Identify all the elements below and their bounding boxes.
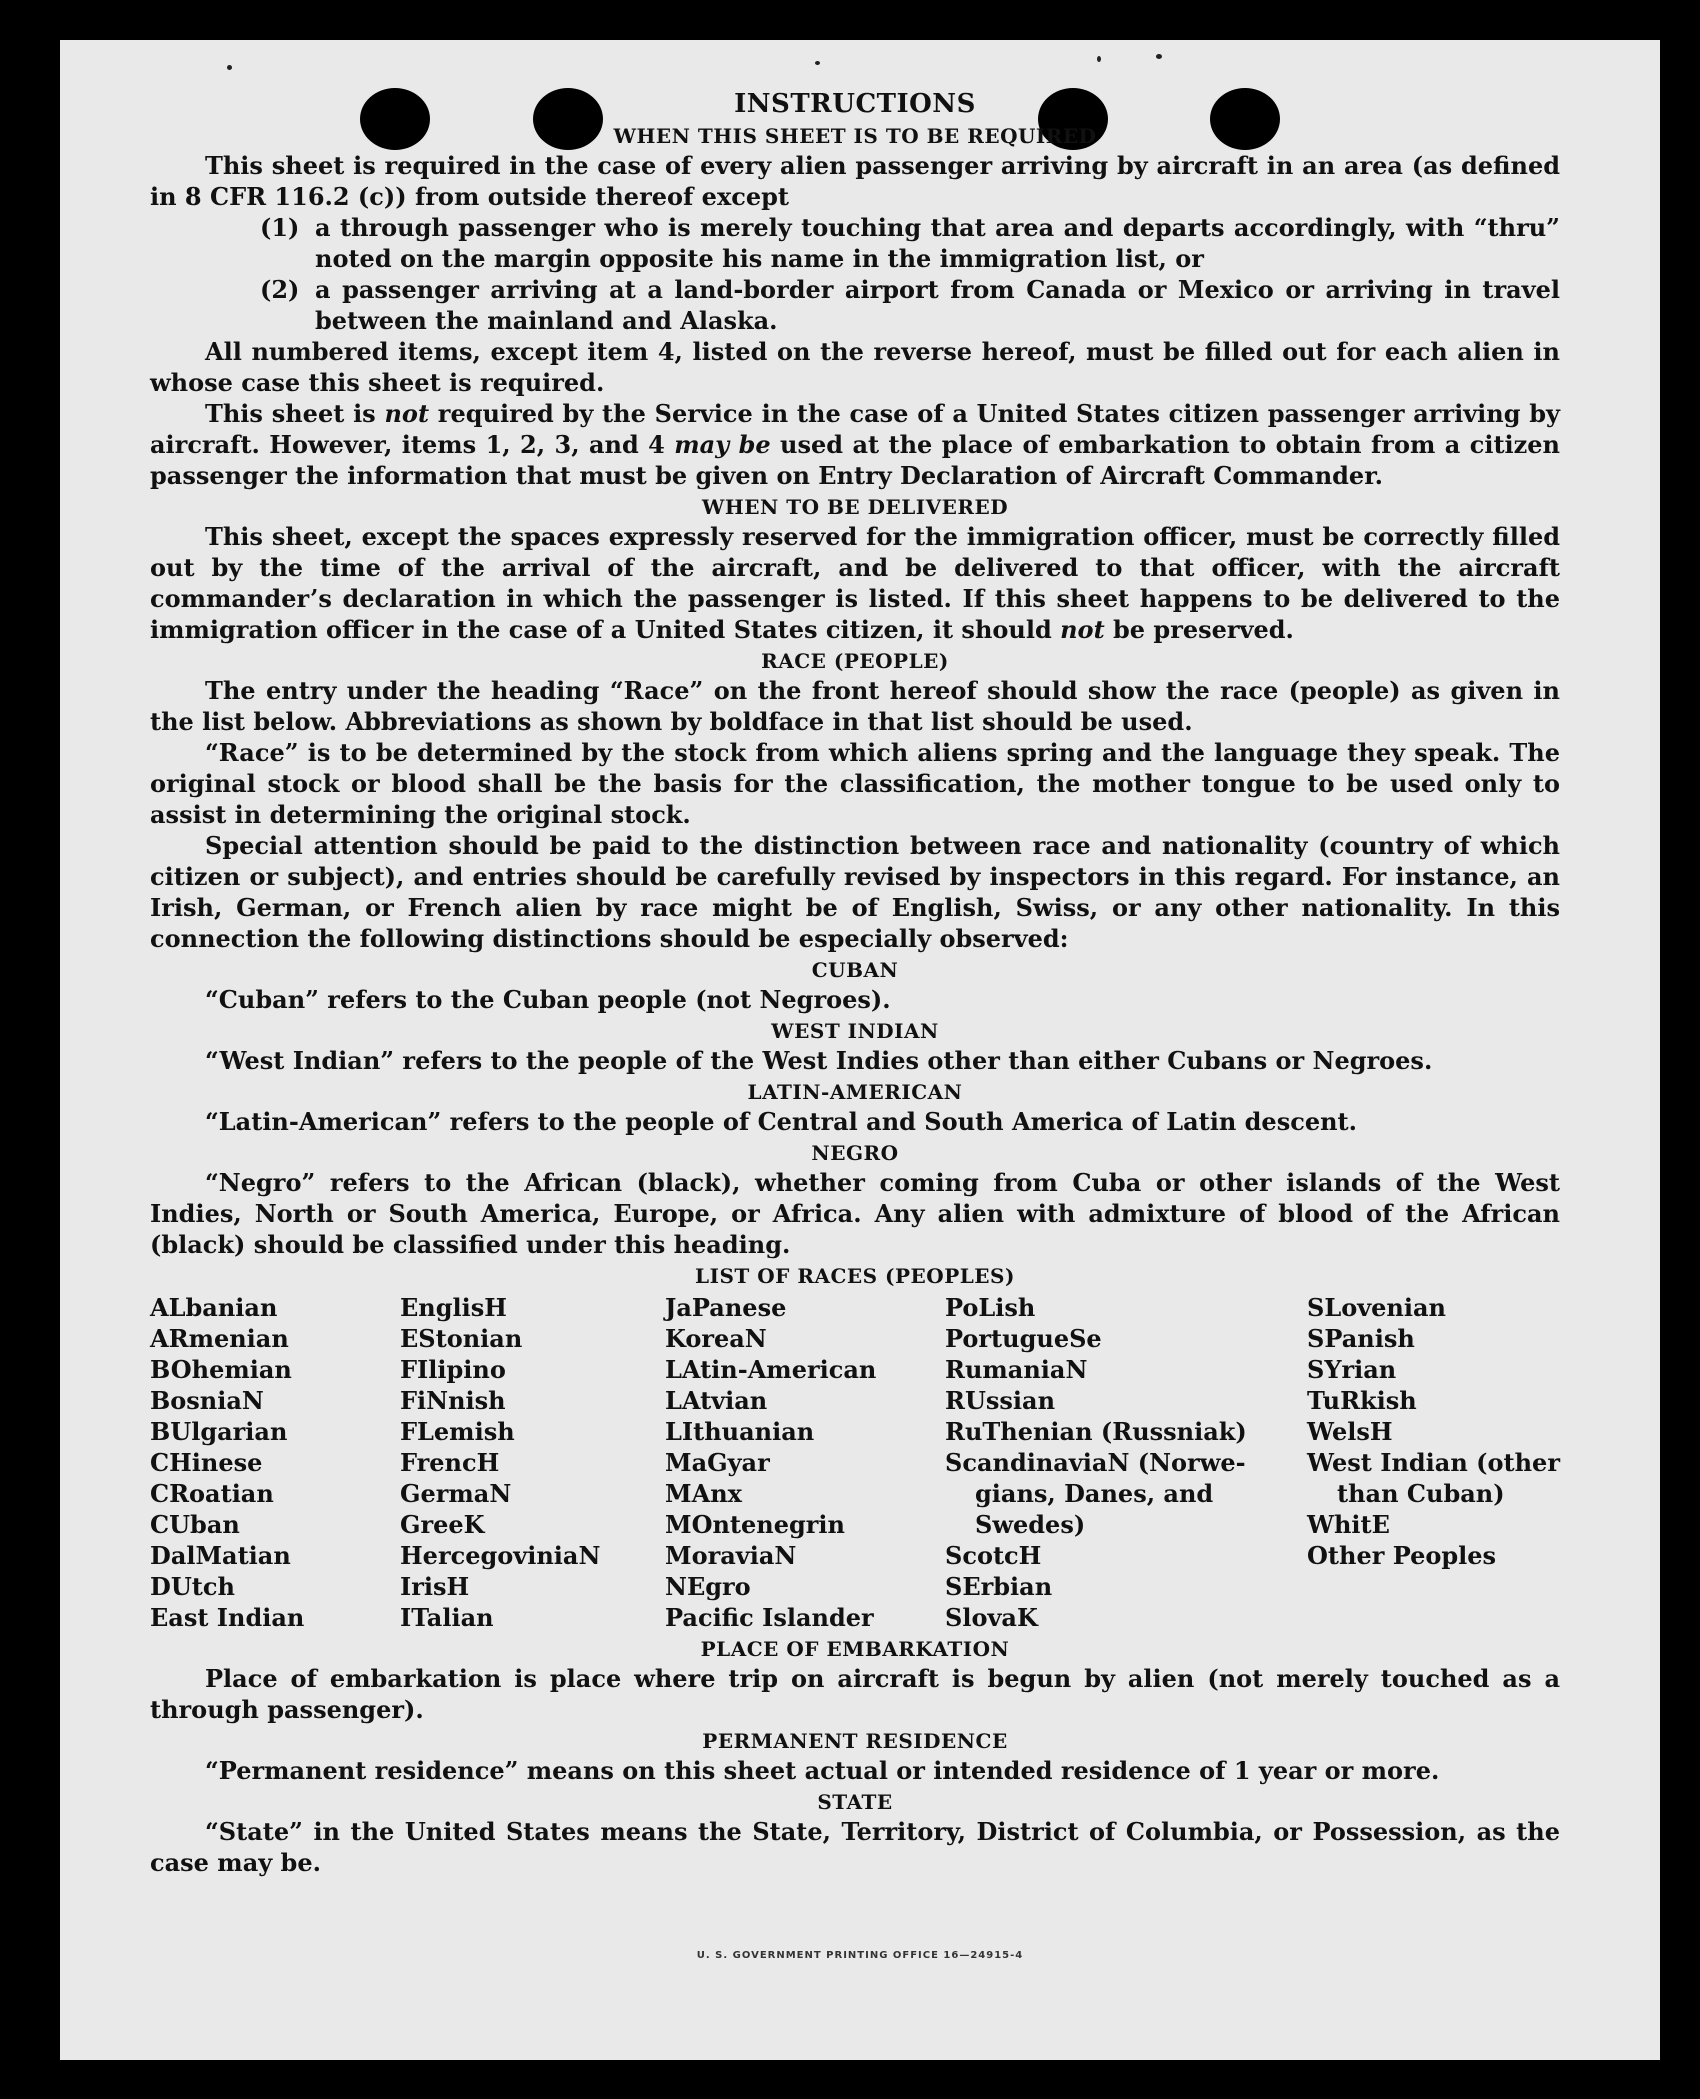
text-run: This sheet is bbox=[205, 399, 385, 428]
ink-speck bbox=[227, 65, 232, 70]
heading-list-of-races: LIST OF RACES (PEOPLES) bbox=[695, 1264, 1015, 1288]
race-entry: ARmenian bbox=[150, 1324, 289, 1353]
race-entry: Other Peoples bbox=[1307, 1541, 1497, 1570]
race-entry: SlovaK bbox=[945, 1603, 1038, 1632]
race-entry: SErbian bbox=[945, 1572, 1053, 1601]
race-entry-continued: gians, Danes, and bbox=[975, 1479, 1214, 1508]
race-column-2 bbox=[400, 1292, 665, 1633]
exception-text: a through passenger who is merely touching that area and departs accordingly, with “thru” noted on the margin opposite his name in the immigration list, or bbox=[315, 213, 1560, 273]
printing-office-footer: U. S. GOVERNMENT PRINTING OFFICE 16—24915-4 bbox=[696, 1950, 1024, 1961]
exception-text: a passenger arriving at a land-border airport from Canada or Mexico or arriving in travel between the mainland and Alaska. bbox=[315, 275, 1560, 335]
west-indian-definition: “West Indian” refers to the people of the West Indies other than either Cubans or Negroes. bbox=[205, 1046, 1433, 1075]
race-list-columns bbox=[150, 1292, 1560, 1633]
residence-definition: “Permanent residence” means on this sheet actual or intended residence of 1 year or more. bbox=[205, 1756, 1440, 1785]
required-paragraph-2: All numbered items, except item 4, listed on the reverse hereof, must be filled out for each alien in whose case this sheet is required. bbox=[150, 337, 1560, 397]
race-entry: NEgro bbox=[665, 1572, 751, 1601]
document-sheet bbox=[60, 40, 1660, 2060]
race-paragraph-2: “Race” is to be determined by the stock from which aliens spring and the language they speak. The original stock or blood shall be the basis for the classification, the mother tongue to be used only to assist in determining the original stock. bbox=[150, 738, 1560, 829]
text-run: This sheet, except the spaces expressly reserved for the immigration officer, must be correctly filled out by the time of the arrival of the aircraft, and be delivered to that officer, with the aircraft commander’s declaration in which the passenger is listed. If this sheet happens to be delivered to the immigration officer in the case of a United States citizen, it should bbox=[150, 522, 1560, 644]
race-entry: EStonian bbox=[400, 1324, 523, 1353]
race-entry: West Indian (other bbox=[1307, 1448, 1560, 1477]
race-entry: SPanish bbox=[1307, 1324, 1415, 1353]
race-entry: PoLish bbox=[945, 1293, 1036, 1322]
race-paragraph-1 bbox=[150, 675, 1560, 737]
race-entry: DUtch bbox=[150, 1572, 235, 1601]
race-entry: CUban bbox=[150, 1510, 240, 1539]
race-column-5 bbox=[1307, 1292, 1560, 1633]
race-entry: EnglisH bbox=[400, 1293, 507, 1322]
race-column-3 bbox=[665, 1292, 945, 1633]
race-entry: WhitE bbox=[1307, 1510, 1390, 1539]
negro-definition: “Negro” refers to the African (black), whether coming from Cuba or other islands of the West Indies, North or South America, Europe, or Africa. Any alien with admixture of blood of the African (black) should be classified under this heading. bbox=[150, 1168, 1560, 1259]
exception-item-2 bbox=[150, 274, 1560, 336]
emphasis-not: not bbox=[384, 399, 430, 428]
exception-number: (1) bbox=[260, 213, 300, 242]
race-entry: FrencH bbox=[400, 1448, 500, 1477]
race-paragraph-3: Special attention should be paid to the distinction between race and nationality (country of which citizen or subject), and entries should be carefully revised by inspectors in this regard. For instance, an Irish, German, or French alien by race might be of English, Swiss, or any other nationality. In this connection the following distinctions should be especially observed: bbox=[150, 831, 1560, 953]
embarkation-definition: Place of embarkation is place where trip on aircraft is begun by alien (not merely touched as a through passenger). bbox=[150, 1664, 1560, 1724]
race-entry: HercegoviniaN bbox=[400, 1541, 601, 1570]
heading-race: RACE (PEOPLE) bbox=[761, 649, 949, 673]
delivered-paragraph bbox=[150, 521, 1560, 645]
race-entry: LAtvian bbox=[665, 1386, 768, 1415]
cuban-definition: “Cuban” refers to the Cuban people (not Negroes). bbox=[205, 985, 891, 1014]
latin-american-definition: “Latin-American” refers to the people of Central and South America of Latin descent. bbox=[205, 1107, 1357, 1136]
heading-cuban: CUBAN bbox=[811, 958, 899, 982]
heading-west-indian: WEST INDIAN bbox=[771, 1019, 939, 1043]
exception-item-1 bbox=[150, 212, 1560, 274]
heading-residence: PERMANENT RESIDENCE bbox=[702, 1729, 1008, 1753]
heading-state: STATE bbox=[817, 1790, 893, 1814]
ink-speck bbox=[1156, 54, 1162, 59]
race-entry: WelsH bbox=[1307, 1417, 1393, 1446]
race-entry: FLemish bbox=[400, 1417, 515, 1446]
race-entry: MaGyar bbox=[665, 1448, 770, 1477]
race-entry: PortugueSe bbox=[945, 1324, 1102, 1353]
page-title: INSTRUCTIONS bbox=[734, 89, 976, 119]
race-entry: GermaN bbox=[400, 1479, 512, 1508]
heading-embarkation: PLACE OF EMBARKATION bbox=[700, 1637, 1010, 1661]
race-entry: CRoatian bbox=[150, 1479, 274, 1508]
emphasis-not: not bbox=[1060, 615, 1105, 644]
ink-speck bbox=[815, 61, 820, 65]
race-entry: ALbanian bbox=[150, 1293, 278, 1322]
state-definition: “State” in the United States means the State, Territory, District of Columbia, or Possession, as the case may be. bbox=[150, 1817, 1560, 1877]
race-entry: SYrian bbox=[1307, 1355, 1397, 1384]
boldface-term: boldface bbox=[709, 707, 825, 736]
race-entry: RUssian bbox=[945, 1386, 1056, 1415]
race-entry-continued: Swedes) bbox=[975, 1510, 1086, 1539]
race-entry: SLovenian bbox=[1307, 1293, 1446, 1322]
text-run: required by the Service in the case of a United States citizen passenger arriving by aircraft. However, items 1, 2, 3, and 4 bbox=[150, 399, 1561, 459]
race-entry: East Indian bbox=[150, 1603, 305, 1632]
race-entry: LAtin-American bbox=[665, 1355, 877, 1384]
race-entry: MoraviaN bbox=[665, 1541, 797, 1570]
text-run: in that list should be used. bbox=[824, 707, 1193, 736]
race-entry: IrisH bbox=[400, 1572, 470, 1601]
instructions-content bbox=[150, 88, 1560, 1878]
race-entry: JaPanese bbox=[665, 1293, 787, 1322]
heading-negro: NEGRO bbox=[811, 1141, 899, 1165]
race-entry: BOhemian bbox=[150, 1355, 292, 1384]
race-entry: MOntenegrin bbox=[665, 1510, 845, 1539]
race-entry: RuThenian (Russniak) bbox=[945, 1417, 1247, 1446]
text-run: The entry under the heading “Race” on the front hereof should show the race (people) as given in the list below. Abbreviations as shown by bbox=[150, 676, 1560, 736]
required-paragraph-3 bbox=[150, 398, 1560, 491]
race-entry: RumaniaN bbox=[945, 1355, 1088, 1384]
text-run: used at the place of embarkation to obtain from a citizen passenger the information that must be given on Entry Declaration of Aircraft Commander. bbox=[150, 430, 1561, 490]
ink-speck bbox=[1097, 56, 1101, 62]
race-entry: CHinese bbox=[150, 1448, 263, 1477]
race-entry: TuRkish bbox=[1307, 1386, 1417, 1415]
race-entry: ScotcH bbox=[945, 1541, 1042, 1570]
race-entry: GreeK bbox=[400, 1510, 485, 1539]
race-entry: BosniaN bbox=[150, 1386, 264, 1415]
race-entry: MAnx bbox=[665, 1479, 742, 1508]
heading-required: WHEN THIS SHEET IS TO BE REQUIRED bbox=[613, 124, 1097, 148]
race-entry: Pacific Islander bbox=[665, 1603, 874, 1632]
race-entry: DalMatian bbox=[150, 1541, 291, 1570]
race-entry: ScandinaviaN (Norwe- bbox=[945, 1448, 1246, 1477]
race-entry: ITalian bbox=[400, 1603, 494, 1632]
race-entry: LIthuanian bbox=[665, 1417, 815, 1446]
race-entry: KoreaN bbox=[665, 1324, 767, 1353]
emphasis-may-be: may be bbox=[674, 430, 771, 459]
race-entry: FIlipino bbox=[400, 1355, 506, 1384]
race-column-1 bbox=[150, 1292, 400, 1633]
race-column-4 bbox=[945, 1292, 1307, 1633]
text-run: be preserved. bbox=[1104, 615, 1294, 644]
race-entry: BUlgarian bbox=[150, 1417, 288, 1446]
heading-latin-american: LATIN-AMERICAN bbox=[747, 1080, 963, 1104]
race-entry-continued: than Cuban) bbox=[1337, 1479, 1505, 1508]
heading-delivered: WHEN TO BE DELIVERED bbox=[701, 495, 1009, 519]
required-intro: This sheet is required in the case of every alien passenger arriving by aircraft in an area (as defined in 8 CFR 116.2 (c)) from outside thereof except bbox=[150, 151, 1560, 211]
race-entry: FiNnish bbox=[400, 1386, 506, 1415]
exception-number: (2) bbox=[260, 275, 300, 304]
